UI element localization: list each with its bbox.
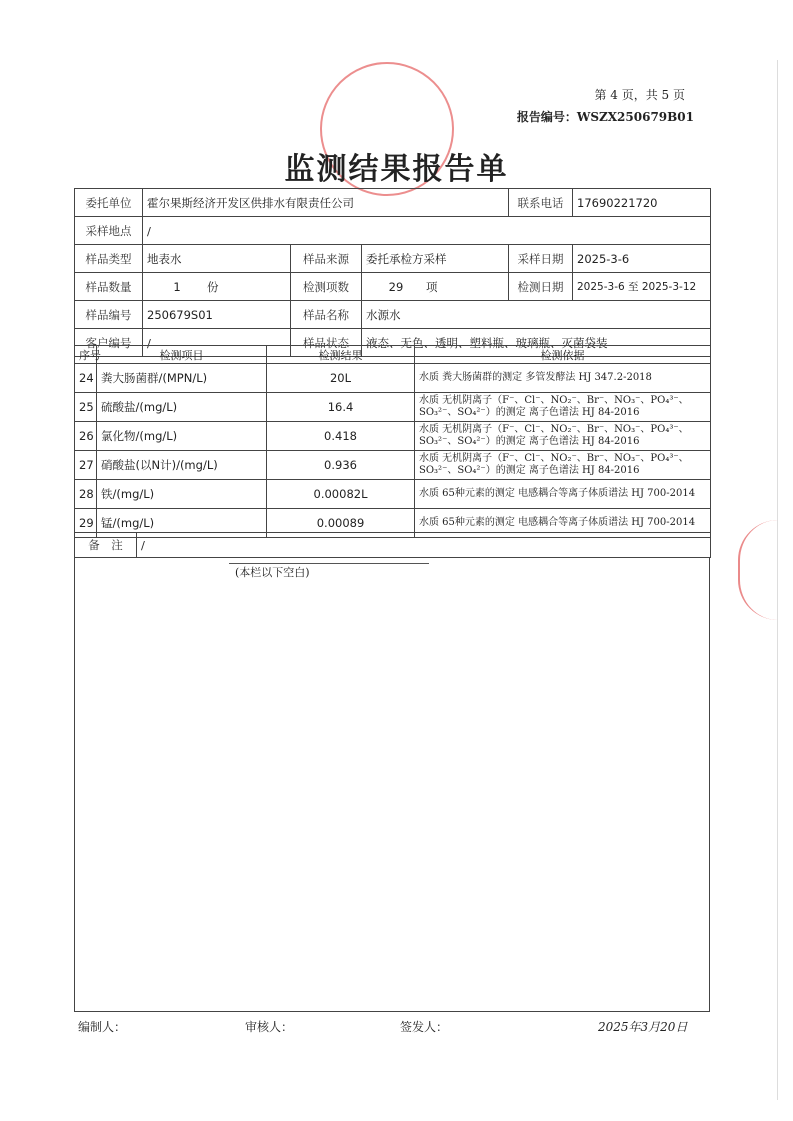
client-label: 委托单位 [75, 189, 143, 217]
row-no: 26 [75, 422, 97, 451]
site-value: / [143, 217, 711, 245]
items-cell [362, 273, 509, 301]
row-no: 29 [75, 509, 97, 538]
row-basis: 水质 无机阴离子（F⁻、Cl⁻、NO₂⁻、Br⁻、NO₃⁻、PO₄³⁻、SO₃²⁻、SO₄²⁻）的测定 离子色谱法 HJ 84-2016 [415, 393, 711, 422]
page-title: 监测结果报告单 [284, 152, 509, 187]
row-no: 27 [75, 451, 97, 480]
items-value: 29 [388, 279, 404, 294]
note-table [74, 532, 711, 558]
reviewer-label: 审核人： [245, 1020, 294, 1034]
row-result: 20L [267, 364, 415, 393]
sample-date-value: 2025-3-6 [573, 245, 711, 273]
row-item: 硝酸盐(以N计)/(mg/L) [97, 451, 267, 480]
row-basis: 水质 65种元素的测定 电感耦合等离子体质谱法 HJ 700-2014 [415, 509, 711, 538]
row-item: 铁/(mg/L) [97, 480, 267, 509]
site-label: 采样地点 [75, 217, 143, 245]
table-row [75, 480, 711, 509]
row-item: 硫酸盐/(mg/L) [97, 393, 267, 422]
state-label: 样品状态 [291, 329, 362, 357]
phone-value: 17690221720 [573, 189, 711, 217]
issuer-label: 签发人： [400, 1020, 449, 1034]
test-date-value: 2025-3-6 至 2025-3-12 [573, 273, 711, 301]
results-table [74, 345, 711, 538]
note-value: / [137, 533, 711, 558]
sample-info-table [74, 188, 711, 357]
row-basis: 水质 粪大肠菌群的测定 多管发酵法 HJ 347.2-2018 [415, 364, 711, 393]
table-row [75, 364, 711, 393]
qty-value: 1 [173, 279, 181, 294]
blank-area [74, 557, 710, 1012]
type-value: 地表水 [143, 245, 291, 273]
name-value: 水源水 [362, 301, 711, 329]
sign-date: 2025年3月20日 [598, 1020, 688, 1034]
source-label: 样品来源 [291, 245, 362, 273]
row-item: 氯化物/(mg/L) [97, 422, 267, 451]
row-no: 28 [75, 480, 97, 509]
qty-label: 样品数量 [75, 273, 143, 301]
report-number: 报告编号：WSZX250679B01 [516, 110, 694, 124]
customer-value: / [143, 329, 291, 357]
row-item: 锰/(mg/L) [97, 509, 267, 538]
row-basis: 水质 65种元素的测定 电感耦合等离子体质谱法 HJ 700-2014 [415, 480, 711, 509]
blank-note: (本栏以下空白) [235, 566, 310, 579]
row-result: 0.936 [267, 451, 415, 480]
code-label: 样品编号 [75, 301, 143, 329]
side-seal [738, 520, 780, 620]
row-item: 粪大肠菌群/(MPN/L) [97, 364, 267, 393]
state-value: 液态、无色、透明、塑料瓶、玻璃瓶、灭菌袋装 [362, 329, 711, 357]
qty-cell [143, 273, 291, 301]
row-basis: 水质 无机阴离子（F⁻、Cl⁻、NO₂⁻、Br⁻、NO₃⁻、PO₄³⁻、SO₃²⁻、SO₄²⁻）的测定 离子色谱法 HJ 84-2016 [415, 422, 711, 451]
compiler-label: 编制人： [78, 1020, 127, 1034]
row-no: 25 [75, 393, 97, 422]
name-label: 样品名称 [291, 301, 362, 329]
code-value: 250679S01 [143, 301, 291, 329]
type-label: 样品类型 [75, 245, 143, 273]
client-value: 霍尔果斯经济开发区供排水有限责任公司 [143, 189, 509, 217]
header-no: 序号 [75, 346, 97, 364]
table-row [75, 393, 711, 422]
page-number: 第 4 页，共 5 页 [594, 88, 685, 102]
row-result: 16.4 [267, 393, 415, 422]
row-result: 0.00089 [267, 509, 415, 538]
row-no: 24 [75, 364, 97, 393]
row-result: 0.00082L [267, 480, 415, 509]
row-basis: 水质 无机阴离子（F⁻、Cl⁻、NO₂⁻、Br⁻、NO₃⁻、PO₄³⁻、SO₃²⁻、SO₄²⁻）的测定 离子色谱法 HJ 84-2016 [415, 451, 711, 480]
table-row [75, 451, 711, 480]
note-label: 备 注 [75, 533, 137, 558]
source-value: 委托承检方采样 [362, 245, 509, 273]
sample-date-label: 采样日期 [509, 245, 573, 273]
customer-label: 客户编号 [75, 329, 143, 357]
qty-unit: 份 [207, 279, 219, 294]
items-label: 检测项数 [291, 273, 362, 301]
test-date-label: 检测日期 [509, 273, 573, 301]
row-result: 0.418 [267, 422, 415, 451]
header-basis: 检测依据 [415, 346, 711, 364]
phone-label: 联系电话 [509, 189, 573, 217]
items-unit: 项 [426, 279, 438, 294]
header-item: 检测项目 [97, 346, 267, 364]
table-row [75, 422, 711, 451]
header-result: 检测结果 [267, 346, 415, 364]
